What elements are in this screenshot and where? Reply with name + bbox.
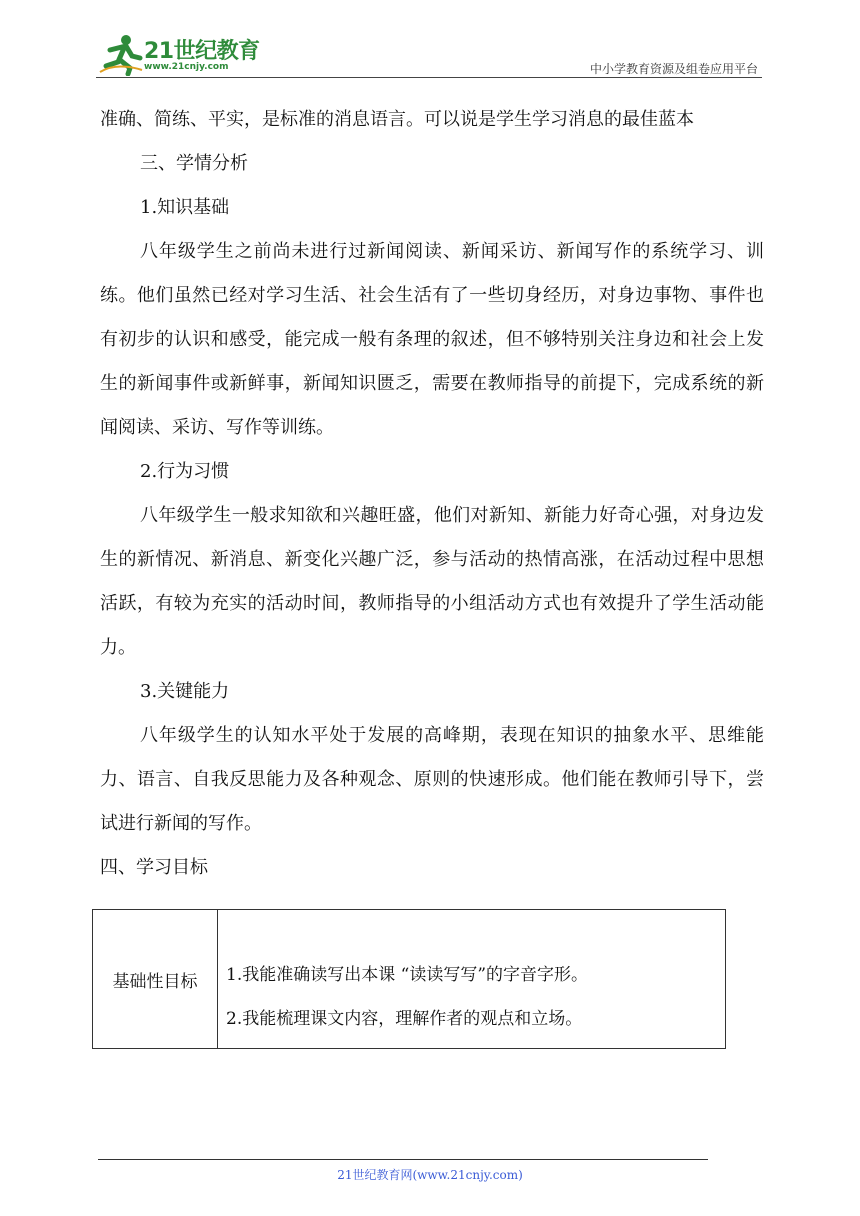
goal-list-cell <box>218 910 726 1049</box>
subheading-knowledge: 1.知识基础 <box>140 197 230 218</box>
table-row <box>93 910 726 1049</box>
page-footer[interactable]: 21世纪教育网(www.21cnjy.com) <box>337 1168 523 1182</box>
platform-name: 中小学教育资源及组卷应用平台 <box>589 62 758 76</box>
paragraph-knowledge: 八年级学生之前尚未进行过新闻阅读、新闻采访、新闻写作的系统学习、训练。他们虽然已经对学习生活、社会生活有了一些切身经历，对身边事物、事件也有初步的认识和感受，能完成一般有条理的叙述，但不够特别关注身边和社会上发生的新闻事件或新鲜事，新闻知识匮乏，需要在教师指导的前提下，完成系统的新闻阅读、采访、写作等训练。 <box>100 241 764 438</box>
page-header <box>96 30 762 78</box>
goal-item: 1.我能准确读写出本课 “读读写写”的字音字形。 <box>226 964 589 985</box>
header-divider <box>96 77 762 78</box>
goal-item: 2.我能梳理课文内容，理解作者的观点和立场。 <box>226 1008 583 1029</box>
paragraph-behavior: 八年级学生一般求知欲和兴趣旺盛，他们对新知、新能力好奇心强，对身边发生的新情况、新消息、新变化兴趣广泛，参与活动的热情高涨，在活动过程中思想活跃，有较为充实的活动时间，教师指导的小组活动方式也有效提升了学生活动能力。 <box>100 505 764 658</box>
logo-text: 21世纪教育 <box>144 39 260 64</box>
subheading-ability: 3.关键能力 <box>140 681 230 702</box>
section-heading-4: 四、学习目标 <box>100 857 208 878</box>
footer-divider <box>98 1159 708 1160</box>
logo <box>96 32 286 76</box>
subheading-behavior: 2.行为习惯 <box>140 461 230 482</box>
paragraph-ability: 八年级学生的认知水平处于发展的高峰期，表现在知识的抽象水平、思维能力、语言、自我反思能力及各种观念、原则的快速形成。他们能在教师引导下，尝试进行新闻的写作。 <box>100 725 764 834</box>
intro-paragraph-tail: 准确、简练、平实，是标准的消息语言。可以说是学生学习消息的最佳蓝本 <box>100 109 694 130</box>
goal-category-cell: 基础性目标 <box>93 910 218 1049</box>
runner-logo-icon <box>96 32 146 76</box>
logo-url: www.21cnjy.com <box>144 62 229 72</box>
section-heading-3: 三、学情分析 <box>140 153 248 174</box>
goals-table <box>92 909 726 1049</box>
document-body <box>100 98 764 890</box>
